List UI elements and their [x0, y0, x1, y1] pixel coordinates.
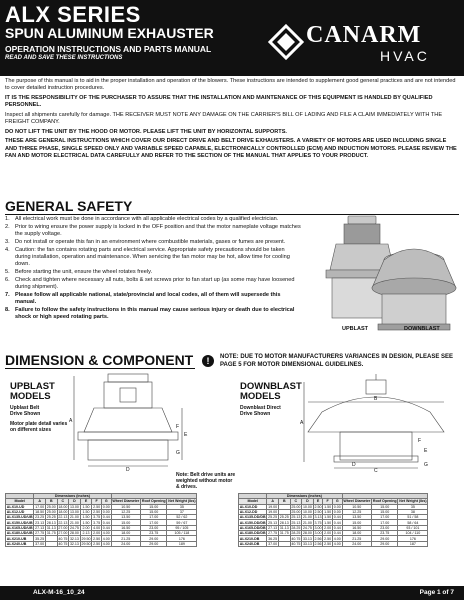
table-cell: 23.25	[35, 515, 45, 520]
table-cell: 23.75	[141, 531, 167, 536]
table-cell: 104 / 110	[398, 531, 428, 536]
column-header: B	[278, 499, 290, 504]
safety-item: 5. Before starting the unit, ensure the wheel rotates freely.	[5, 268, 153, 275]
column-header: Model	[239, 499, 267, 504]
table-cell: 0.44	[333, 525, 341, 530]
warning-icon: !	[202, 355, 214, 367]
table-cell: 31.75	[46, 531, 56, 536]
table-cell: 37	[167, 509, 197, 514]
upblast-dimensions-table	[5, 493, 197, 547]
table-cell: 24.75	[302, 525, 312, 530]
table-cell: 32.13	[69, 541, 79, 546]
downblast-dimension-drawing	[300, 372, 460, 472]
table-cell: 2.50	[93, 536, 101, 541]
table-cell: 2.50	[93, 541, 101, 546]
model-cell: ALX12-UD	[6, 509, 34, 514]
table-cell: 23.75	[372, 531, 398, 536]
table-cell: 3.75	[93, 515, 101, 520]
safety-item: 8. Failure to follow the safety instructions in this manual may cause serious injury or death due to electrical shock or high speed rotating parts.	[5, 306, 295, 320]
intro-paragraph: DO NOT LIFT THE UNIT BY THE HOOD OR MOTOR. PLEASE LIFT THE UNIT BY HORIZONTAL SUPPORTS.	[5, 128, 287, 135]
table-cell: 25.25	[279, 515, 289, 520]
table-cell: 15.00	[141, 504, 167, 509]
downblast-caption: Downblast Direct Drive Shown	[240, 405, 281, 417]
table-cell: 29.00	[372, 536, 398, 541]
table-group-header: Dimensions (inches)	[34, 494, 111, 499]
header-banner	[0, 0, 464, 76]
dim-label-d: D	[126, 467, 130, 472]
table-cell	[278, 541, 290, 546]
table-cell: 189	[167, 541, 197, 546]
table-cell: 1.50	[324, 504, 332, 509]
table-cell: 2.50	[93, 510, 101, 515]
table-cell: 28.13	[46, 520, 56, 525]
canarm-logo-icon	[268, 24, 304, 60]
table-cell: 29.00	[141, 541, 167, 546]
dim-label-b: B	[374, 396, 378, 402]
dimension-title: DIMENSION & COMPONENT	[5, 352, 194, 368]
document-code: ALX-M-16_10_24	[33, 589, 85, 596]
table-cell: 21.00	[302, 515, 312, 520]
table-cell: 27.75	[35, 531, 45, 536]
downblast-label: DOWNBLAST	[404, 326, 440, 332]
table-cell: 21.00	[302, 520, 312, 525]
table-cell: 22.13	[58, 520, 68, 525]
column-header: Wheel Diameter	[343, 499, 371, 504]
table-cell: 2.50	[324, 541, 332, 546]
table-cell: 1.50	[324, 510, 332, 515]
table-cell: 15.00	[342, 520, 372, 525]
table-cell: 29.00	[141, 536, 167, 541]
table-cell: 2.50	[314, 504, 322, 509]
table-cell: 21.00	[69, 515, 79, 520]
table-cell: 1.50	[80, 504, 92, 509]
table-cell: 40.75	[291, 536, 301, 541]
table-cell: 0.44	[333, 531, 341, 536]
table-cell: 2.00	[324, 525, 332, 530]
table-cell: 28.25	[291, 525, 301, 530]
table-cell: 38	[398, 509, 428, 514]
table-cell: 3.75	[314, 520, 322, 525]
table-cell: 27.00	[58, 525, 68, 530]
column-header: A	[34, 499, 46, 504]
table-cell: 27.75	[268, 531, 278, 536]
table-cell: 24.00	[111, 541, 141, 546]
dim-label-g: G	[176, 450, 180, 456]
table-cell: 59 / 67	[167, 520, 197, 525]
belt-drive-note: Note: Belt drive units are weighted without motor & drives.	[176, 472, 236, 490]
table-cell: 24.75	[69, 525, 79, 530]
model-cell: ALX135-UD/UB	[6, 515, 33, 520]
model-cell: ALX10-UD	[6, 504, 34, 509]
model-cell: ALX180-UD/UB	[6, 531, 33, 536]
upblast-dimension-drawing	[64, 372, 214, 472]
model-cell: ALX150-UD/UB	[6, 520, 33, 525]
table-cell: 24.00	[342, 541, 372, 546]
dim-label-c: C	[374, 468, 378, 472]
model-cell: ALX210-DB	[239, 536, 267, 541]
manual-subtitle: OPERATION INSTRUCTIONS AND PARTS MANUAL	[5, 44, 212, 54]
table-cell: 4.00	[102, 541, 110, 546]
table-cell: 1.50	[324, 515, 332, 520]
table-cell: 16.50	[111, 525, 141, 530]
table-cell: 25.13	[291, 520, 301, 525]
table-cell: 17.00	[141, 515, 167, 520]
table-cell: 52 / 62	[167, 515, 197, 520]
table-cell: 0.00	[102, 504, 110, 509]
table-cell: 28.00	[302, 531, 312, 536]
column-header: B	[45, 499, 57, 504]
column-header: Wheel Diameter	[112, 499, 140, 504]
column-header: Net Weight (lbs)	[168, 499, 196, 504]
table-cell: 0.00	[333, 504, 341, 509]
table-cell: 25.25	[46, 515, 56, 520]
table-cell: 36.25	[268, 536, 278, 541]
table-cell: 2.00	[324, 531, 332, 536]
table-cell: 1.50	[80, 515, 92, 520]
table-cell: 35	[167, 504, 197, 509]
table-cell: 4.00	[93, 525, 101, 530]
intro-paragraph: IT IS THE RESPONSIBILITY OF THE PURCHASER TO ASSURE THAT THE INSTALLATION AND MAINTENANCE OF THIS EQUIPMENT IS HANDLED BY QUALIFIED PERSONNEL.	[5, 94, 433, 109]
table-cell: 10.00	[302, 504, 312, 509]
model-cell: ALX135-DD/DB	[239, 515, 266, 520]
dim-label-d: D	[352, 462, 356, 468]
column-header: Model	[6, 499, 34, 504]
table-cell: 15.00	[372, 509, 398, 514]
table-cell: 13.50	[342, 515, 372, 520]
table-cell: 2.50	[324, 536, 332, 541]
table-cell: 25.00	[291, 510, 301, 515]
intro-paragraph: Inspect all shipments carefully for damage. THE RECEIVER MUST NOTE ANY DAMAGE ON THE CARRIER'S BILL OF LADING AND FILE A CLAIM IMMEDIATELY WITH THE FREIGHT COMPANY.	[5, 111, 443, 126]
table-cell: 21.00	[69, 520, 79, 525]
column-header: G	[101, 499, 111, 504]
table-cell: 21.25	[342, 536, 372, 541]
table-cell: 10.50	[111, 504, 141, 509]
dim-label-a: A	[300, 420, 304, 426]
exhauster-illustration	[322, 212, 460, 340]
table-cell: 18.00	[58, 504, 68, 509]
section-divider	[5, 368, 195, 369]
dim-label-g: G	[424, 462, 428, 468]
table-cell: 22.13	[58, 515, 68, 520]
table-cell	[45, 541, 57, 546]
table-cell: 33.13	[302, 536, 312, 541]
column-header: D	[302, 499, 314, 504]
logo-tag: HVAC	[380, 48, 430, 64]
safety-list	[5, 216, 301, 322]
table-cell: 15.00	[372, 504, 398, 509]
table-cell: 25.25	[268, 515, 278, 520]
table-cell: 2.00	[93, 531, 101, 536]
table-cell: 95 / 105	[167, 525, 197, 530]
table-cell: 31.13	[46, 525, 56, 530]
table-cell: 17.00	[35, 504, 45, 509]
table-cell: 0.44	[102, 515, 110, 520]
table-cell: 37.00	[35, 541, 45, 546]
table-cell: 13.00	[69, 504, 79, 509]
table-cell: 21.25	[111, 536, 141, 541]
table-cell: 17.00	[372, 520, 398, 525]
column-header: Roof Opening	[372, 499, 397, 504]
model-cell: ALX150-DD/DB	[239, 520, 266, 525]
downblast-models-title: DOWNBLAST MODELS	[240, 381, 302, 402]
dim-label-e: E	[184, 432, 188, 438]
table-row	[6, 541, 197, 546]
canarm-logo	[268, 22, 460, 68]
intro-paragraph: THESE ARE GENERAL INSTRUCTIONS WHICH COVER OUR DIRECT DRIVE AND BELT DRIVE EXHAUSTERS. A VARIETY OF MOTORS ARE USED INCLUDING SINGLE AND THREE PHASE, SINGLE SPEED ONLY AND VARIABLE SPEED CAPABLE, ELECTRONICALLY CONTROLLED (ECM) AND INDUCTION MOTORS. PLEASE REVIEW THE FAN AND MOTOR ELECTRICAL DATA CAREFULLY AND REFER TO THE SECTION OF THE MANUAL THAT APPLIES TO YOUR PRODUCT.	[5, 138, 457, 159]
table-cell: 4.00	[102, 536, 110, 541]
table-cell: 2.50	[93, 504, 101, 509]
table-cell: 2.56	[314, 541, 322, 546]
product-title: SPUN ALUMINUM EXHAUSTER	[5, 25, 214, 41]
intro-text	[5, 78, 459, 163]
table-cell: 40.75	[58, 536, 68, 541]
table-cell: 23.00	[372, 525, 398, 530]
table-cell: 40.75	[291, 541, 301, 546]
safety-item: 3. Do not install or operate this fan in an environment where combustible materials, gases or fumes are present.	[5, 238, 286, 245]
table-cell: 28.13	[279, 520, 289, 525]
table-cell: 18.50	[35, 510, 45, 515]
table-cell: 15.00	[111, 520, 141, 525]
table-cell: 2.00	[80, 525, 92, 530]
table-cell: 0.00	[102, 510, 110, 515]
table-cell: 25.13	[268, 520, 278, 525]
table-cell: 31.13	[279, 525, 289, 530]
table-cell: 19.00	[268, 510, 278, 515]
safety-item: 4. Caution: the fan contains rotating parts and electrical service. Appropriate safety precautions should be taken during installation, operation and maintenance. When servicing the fan motor may be hot, allow time for cooling down.	[5, 246, 290, 267]
safety-item: 6. Check and tighten where necessary all nuts, bolts & set screws prior to fan start up (as some may have loosened during shipment).	[5, 276, 295, 290]
table-cell: 2.56	[314, 536, 322, 541]
table-cell: 2.50	[314, 510, 322, 515]
page-number: Page 1 of 7	[419, 589, 454, 596]
upblast-models-title: UPBLAST MODELS	[10, 381, 55, 402]
logo-brand: CANARM	[306, 22, 422, 48]
model-cell: ALX165-UD/UB	[6, 525, 33, 530]
manual-tagline: READ AND SAVE THESE INSTRUCTIONS	[5, 55, 123, 61]
table-cell: 29.50	[81, 541, 91, 546]
table-cell: 176	[398, 536, 428, 541]
table-cell: 10.50	[342, 504, 372, 509]
model-cell: ALX165-DD/DB	[239, 525, 266, 530]
table-cell: 13.00	[69, 510, 79, 515]
general-safety-title: GENERAL SAFETY	[5, 198, 133, 214]
table-cell: 40.75	[58, 541, 68, 546]
table-cell: 37.00	[268, 541, 278, 546]
dim-label-e: E	[424, 448, 428, 454]
table-cell: 17.00	[141, 520, 167, 525]
table-cell: 3.00	[314, 531, 322, 536]
table-cell: 10.00	[302, 510, 312, 515]
table-cell: 1.50	[80, 520, 92, 525]
motor-note: NOTE: DUE TO MOTOR MANUFACTURERS VARIANCES IN DESIGN, PLEASE SEE PAGE 5 FOR MOTOR DIMENSIONAL GUIDELINES.	[220, 354, 454, 368]
table-cell: 105 / 118	[167, 531, 197, 536]
column-header: A	[267, 499, 279, 504]
table-cell: 51 / 58	[398, 515, 428, 520]
downblast-unit-image	[372, 249, 456, 330]
table-cell: 0.44	[102, 525, 110, 530]
table-cell: 13.50	[111, 515, 141, 520]
table-cell: 58 / 64	[398, 520, 428, 525]
model-cell: ALX240-DB	[239, 541, 267, 546]
table-cell: 4.00	[333, 541, 341, 546]
table-cell: 12.25	[342, 509, 372, 514]
dim-label-f: F	[176, 424, 180, 430]
table-cell: 93 / 101	[398, 525, 428, 530]
model-cell: ALX180-DD/DB	[239, 531, 266, 536]
table-cell: 0.44	[333, 515, 341, 520]
table-cell: 35	[398, 504, 428, 509]
table-cell: 19.00	[268, 504, 278, 509]
table-row	[239, 541, 428, 546]
dim-label-a: A	[69, 418, 73, 424]
table-cell: 29.00	[372, 541, 398, 546]
column-header: F	[323, 499, 333, 504]
table-cell: 27.13	[35, 525, 45, 530]
table-group-header: Dimensions (inches)	[267, 494, 342, 499]
column-header: Net Weight (lbs)	[399, 499, 427, 504]
table-cell: 2.13	[80, 531, 92, 536]
dim-label-f: F	[418, 438, 422, 444]
table-cell: 4.00	[102, 531, 110, 536]
table-cell: 31.75	[279, 531, 289, 536]
table-cell: 35.25	[35, 536, 45, 541]
model-cell: ALX210-UB	[6, 536, 34, 541]
table-cell: 25.00	[46, 504, 56, 509]
table-cell: 3.00	[314, 525, 322, 530]
footer-bar	[0, 586, 464, 600]
downblast-dimensions-table	[238, 493, 428, 547]
column-header: F	[92, 499, 102, 504]
safety-item: 7. Please follow all applicable national, state/provincial and local codes, all of them will supersede this manual.	[5, 291, 281, 305]
table-cell: 1.50	[80, 509, 92, 514]
series-title: ALX SERIES	[5, 2, 141, 27]
table-cell: 3.75	[93, 520, 101, 525]
table-cell: 18.00	[111, 531, 141, 536]
safety-item: 1. All electrical work must be done in accordance with all applicable electrical codes by a qualified electrician.	[5, 216, 279, 222]
table-cell: 18.00	[58, 510, 68, 515]
table-cell: 18.00	[342, 531, 372, 536]
table-cell: 27.00	[58, 531, 68, 536]
table-cell: 176	[167, 536, 197, 541]
table-cell: 25.00	[291, 504, 301, 509]
table-cell: 32.13	[69, 536, 79, 541]
table-cell: 23.00	[141, 525, 167, 530]
table-cell: 1.50	[324, 520, 332, 525]
table-cell: 16.50	[342, 525, 372, 530]
upblast-caption: Upblast Belt Drive Shown Motor plate detail varies on different sizes	[10, 405, 68, 433]
column-header: G	[332, 499, 342, 504]
model-cell: ALX240-UB	[6, 541, 34, 546]
table-cell: 0.44	[102, 520, 110, 525]
safety-item: 2. Prior to wiring ensure the power supply is locked in the OFF position and that the motor nameplate voltage matches the supply voltage.	[5, 223, 301, 237]
table-cell: 4.00	[333, 536, 341, 541]
column-header: E	[313, 499, 323, 504]
column-header: C	[57, 499, 69, 504]
table-cell: 17.00	[372, 515, 398, 520]
table-cell: 3.13	[314, 515, 322, 520]
model-cell: ALX12-DD	[239, 509, 267, 514]
table-cell: 12.25	[111, 509, 141, 514]
intro-paragraph: The purpose of this manual is to aid in the proper installation and operation of the blowers. These instructions are intended to supplement good general practices and are not intended to cover detailed instruction procedures.	[5, 78, 456, 92]
model-cell: ALX10-DD	[239, 504, 267, 509]
table-cell: 187	[398, 541, 428, 546]
column-header: Roof Opening	[141, 499, 166, 504]
table-cell: 33.13	[302, 541, 312, 546]
table-cell: 0.44	[333, 520, 341, 525]
table-cell: 25.13	[291, 515, 301, 520]
table-cell: 27.13	[268, 525, 278, 530]
table-cell: 15.00	[141, 509, 167, 514]
column-header: E	[80, 499, 92, 504]
table-cell: 29.50	[81, 536, 91, 541]
column-header: D	[69, 499, 81, 504]
table-cell: 23.13	[35, 520, 45, 525]
table-cell: 28.00	[69, 531, 79, 536]
table-cell: 0.00	[333, 510, 341, 515]
table-cell: 25.00	[46, 510, 56, 515]
column-header: C	[290, 499, 302, 504]
table-cell: 28.25	[291, 531, 301, 536]
upblast-label: UPBLAST	[342, 326, 368, 332]
